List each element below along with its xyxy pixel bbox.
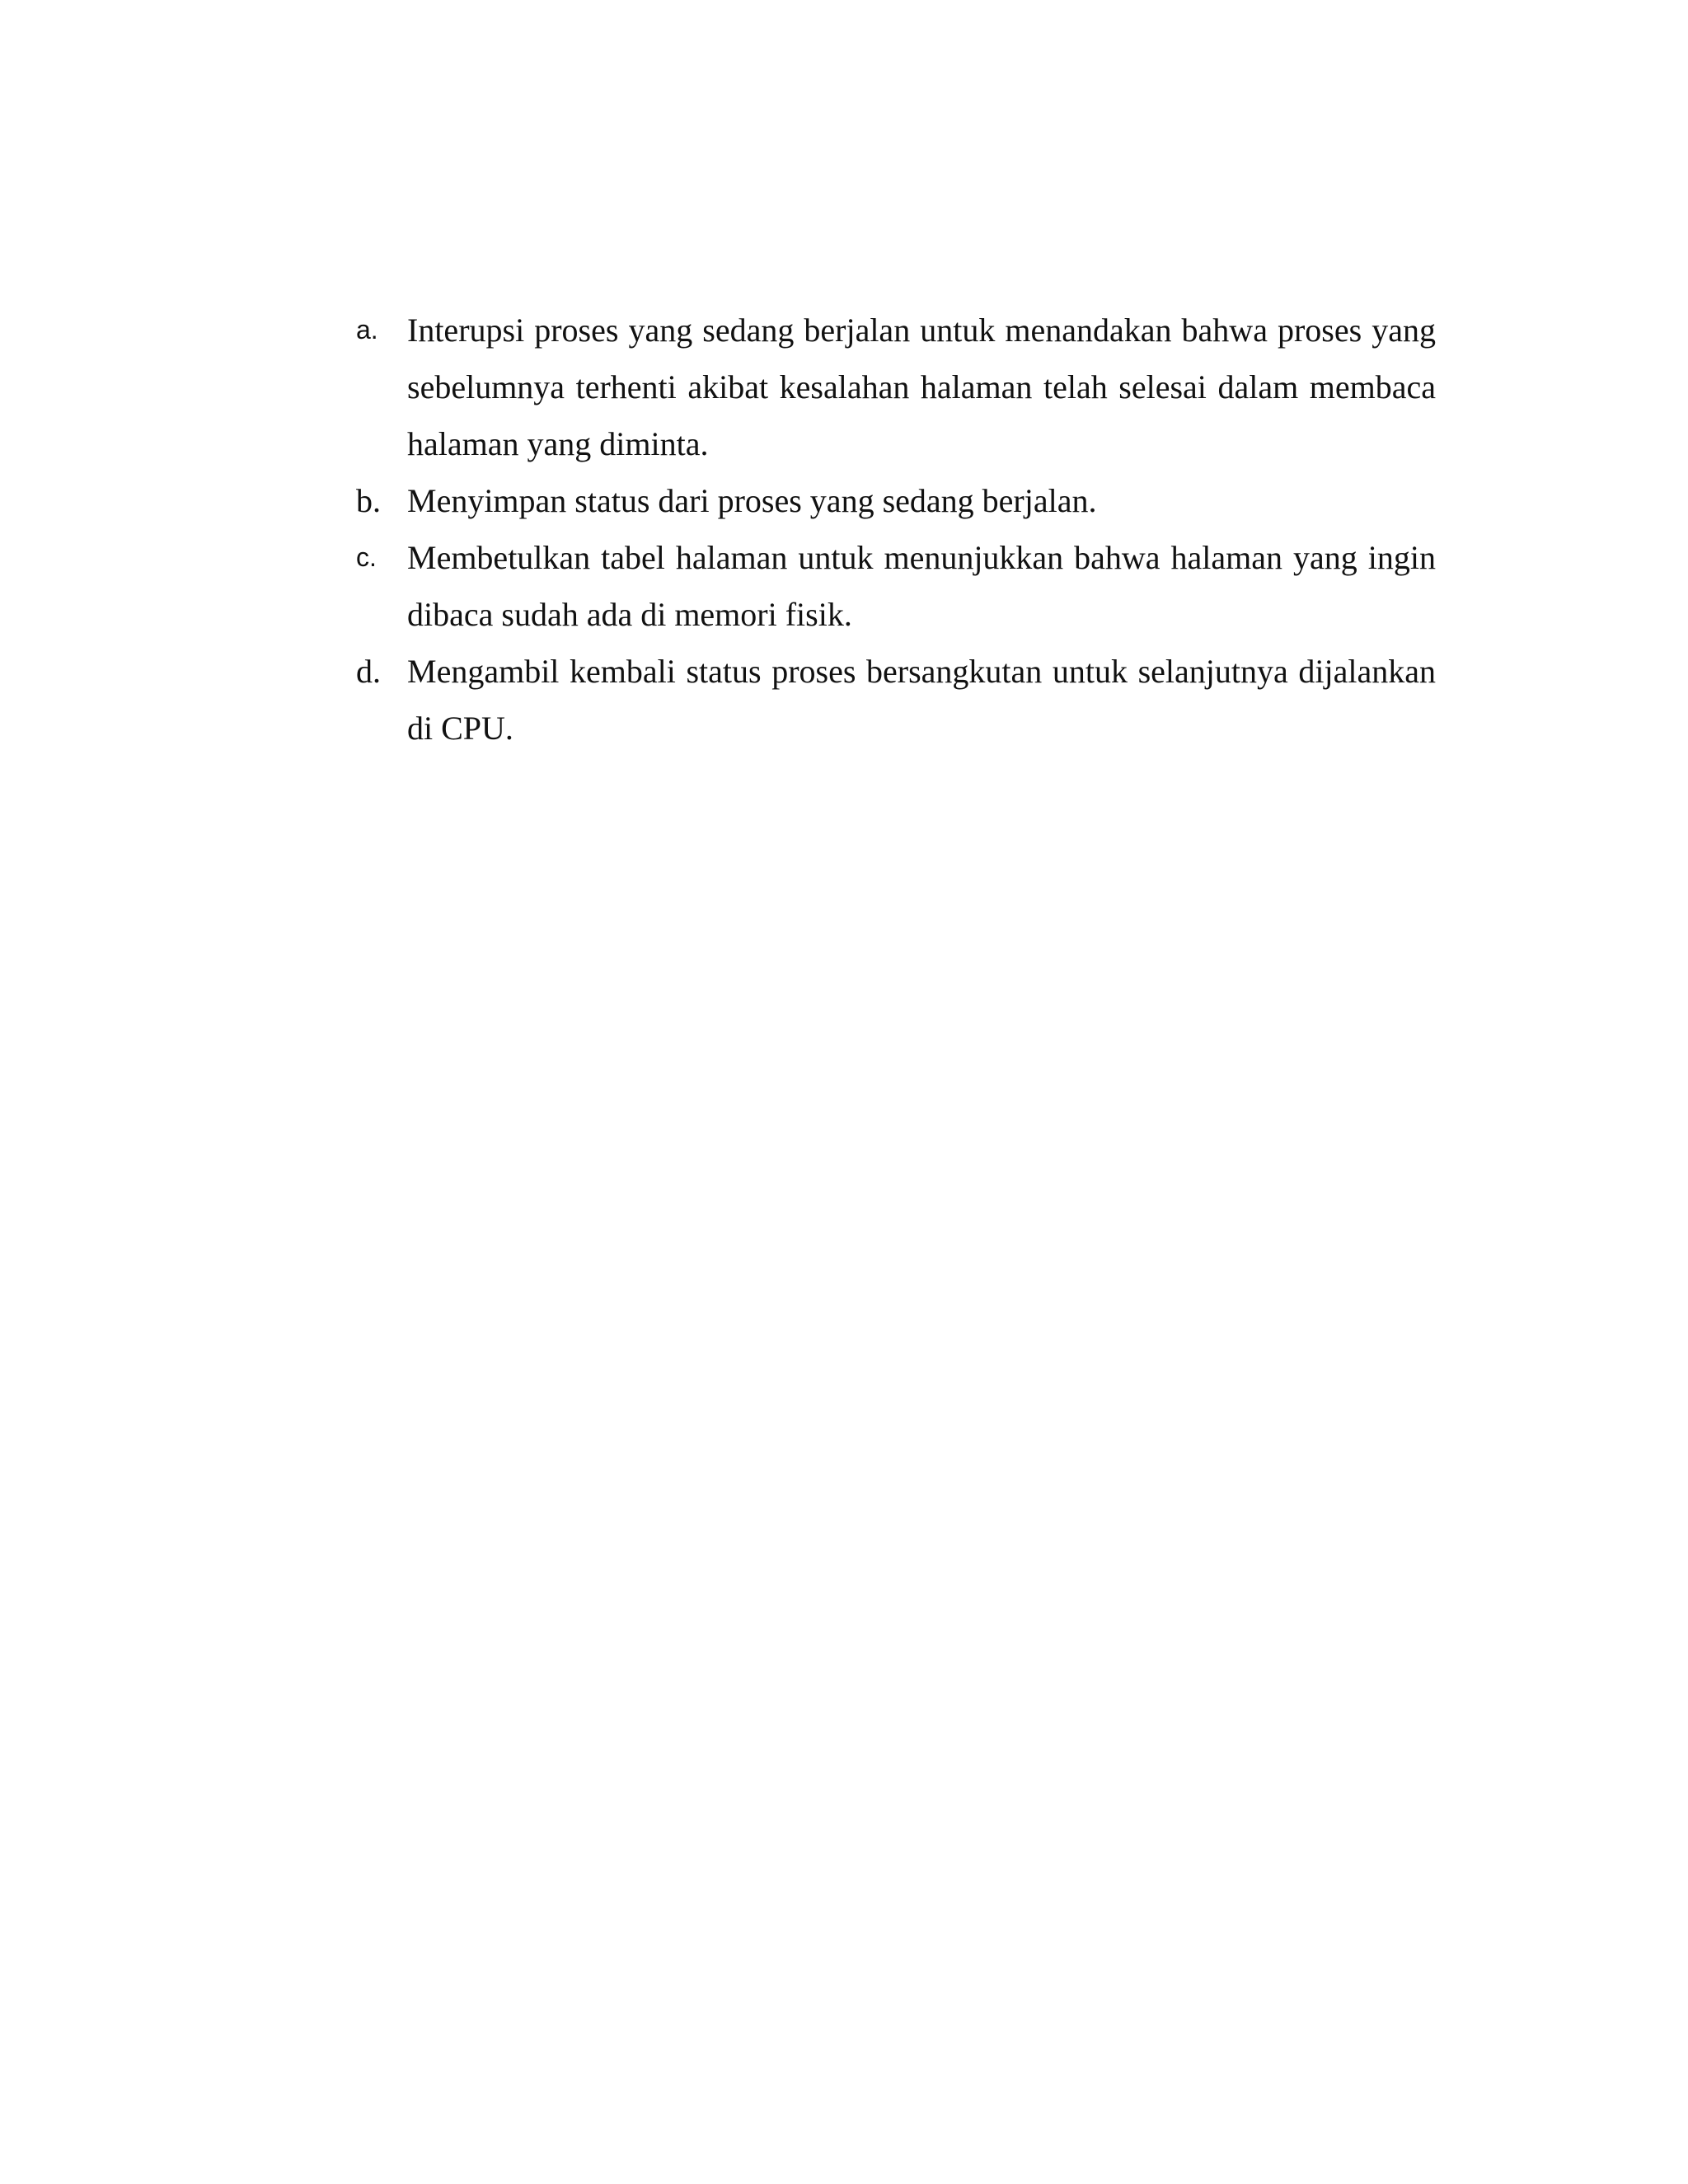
list-item-text: Membetulkan tabel halaman untuk menunjukkan bahwa halaman yang ingin dibaca sudah ada di memori fisik. <box>407 539 1436 633</box>
list-item <box>356 472 1436 529</box>
list-item <box>356 643 1436 757</box>
list-item-text: Menyimpan status dari proses yang sedang berjalan. <box>407 482 1097 519</box>
list-marker: a. <box>356 315 378 344</box>
list-item-text: Mengambil kembali status proses bersangkutan untuk selanjutnya dijalankan di CPU. <box>407 653 1436 747</box>
list-marker: d. <box>356 653 381 690</box>
list-marker: c. <box>356 542 377 572</box>
list-item <box>356 529 1436 643</box>
list-item-text: Interupsi proses yang sedang berjalan untuk menandakan bahwa proses yang sebelumnya terhenti akibat kesalahan halaman telah selesai dalam membaca halaman yang diminta. <box>407 312 1436 462</box>
list-item <box>356 302 1436 472</box>
lettered-list <box>356 302 1436 757</box>
list-marker: b. <box>356 482 381 519</box>
